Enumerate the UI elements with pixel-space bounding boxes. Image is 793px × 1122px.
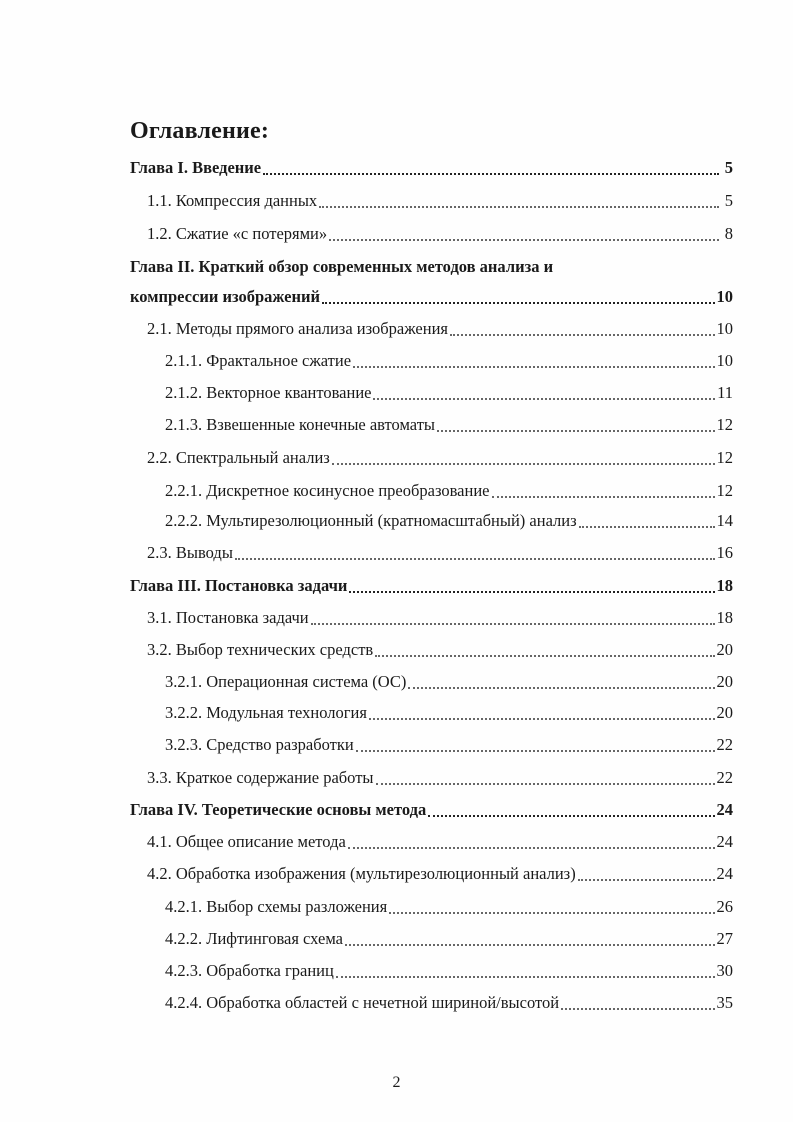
- toc-entry-page: 24: [716, 864, 733, 883]
- toc-section-entry: [165, 508, 733, 534]
- toc-entry-page: 20: [716, 640, 733, 659]
- toc-chapter-entry: [130, 254, 733, 280]
- toc-entry-label: 2.2. Спектральный анализ: [147, 448, 330, 467]
- toc-chapter-entry: [130, 155, 733, 181]
- toc-dot-leader: [375, 655, 714, 657]
- toc-entry-label: 3.1. Постановка задачи: [147, 608, 309, 627]
- toc-dot-leader: [263, 173, 719, 175]
- toc-chapter-entry: [130, 284, 733, 310]
- toc-entry-label: 4.2.3. Обработка границ: [165, 961, 334, 980]
- toc-entry-page: 18: [716, 576, 733, 595]
- toc-entry-page: 22: [716, 768, 733, 787]
- toc-entry-label: 2.2.2. Мультирезолюционный (кратномасштабный) анализ: [165, 511, 577, 530]
- toc-entry-label: 3.2.3. Средство разработки: [165, 735, 354, 754]
- toc-entry-label: 4.2.2. Лифтинговая схема: [165, 929, 343, 948]
- toc-entry-page: 12: [716, 448, 733, 467]
- toc-section-entry: [165, 669, 733, 695]
- toc-dot-leader: [428, 815, 714, 817]
- toc-entry-label: 2.2.1. Дискретное косинусное преобразование: [165, 481, 490, 500]
- toc-dot-leader: [353, 366, 714, 368]
- toc-entry-label: 1.2. Сжатие «с потерями»: [147, 224, 328, 243]
- toc-dot-leader: [450, 334, 715, 336]
- toc-entry-label: Глава I. Введение: [130, 158, 262, 177]
- toc-dot-leader: [492, 496, 715, 498]
- toc-section-entry: [147, 221, 733, 247]
- toc-section-entry: [165, 958, 733, 984]
- toc-section-entry: [147, 765, 733, 791]
- toc-entry-label: 3.3. Краткое содержание работы: [147, 768, 374, 787]
- toc-entry-page: 10: [716, 351, 733, 370]
- toc-dot-leader: [349, 591, 714, 593]
- toc-entry-label: 3.2. Выбор технических средств: [147, 640, 374, 659]
- toc-entry-label: 1.1. Компрессия данных: [147, 191, 318, 210]
- toc-entry-page: 5: [724, 158, 733, 177]
- toc-entry-page: 11: [717, 383, 733, 402]
- toc-entry-label: 4.2.1. Выбор схемы разложения: [165, 897, 388, 916]
- toc-dot-leader: [578, 879, 715, 881]
- toc-section-entry: [147, 605, 733, 631]
- toc-entry-page: 12: [716, 415, 733, 434]
- toc-section-entry: [165, 732, 733, 758]
- toc-entry-page: 10: [716, 319, 733, 338]
- toc-section-entry: [147, 829, 733, 855]
- toc-chapter-entry: [130, 797, 733, 823]
- toc-entry-page: 27: [716, 929, 733, 948]
- toc-section-entry: [147, 861, 733, 887]
- toc-dot-leader: [329, 239, 719, 241]
- toc-section-entry: [165, 412, 733, 438]
- toc-section-entry: [147, 637, 733, 663]
- toc-entry-page: 10: [716, 287, 733, 306]
- toc-entry-label: Глава III. Постановка задачи: [130, 576, 348, 595]
- toc-dot-leader: [348, 847, 715, 849]
- toc-entry-label: 2.1.3. Взвешенные конечные автоматы: [165, 415, 436, 434]
- toc-entry-page: 24: [716, 832, 733, 851]
- toc-section-entry: [165, 380, 733, 406]
- toc-entry-label: 4.1. Общее описание метода: [147, 832, 346, 851]
- toc-entry-label: 4.2. Обработка изображения (мультирезолюционный анализ): [147, 864, 576, 883]
- toc-dot-leader: [437, 430, 714, 432]
- toc-dot-leader: [376, 783, 715, 785]
- toc-entry-label: Глава IV. Теоретические основы метода: [130, 800, 427, 819]
- toc-entry-label: 4.2.4. Обработка областей с нечетной шириной/высотой: [165, 993, 560, 1012]
- toc-dot-leader: [369, 718, 715, 720]
- toc-dot-leader: [235, 558, 715, 560]
- toc-entry-label: 2.1. Методы прямого анализа изображения: [147, 319, 448, 338]
- toc-entry-label: 3.2.2. Модульная технология: [165, 703, 367, 722]
- toc-dot-leader: [373, 398, 715, 400]
- toc-entry-page: 26: [716, 897, 733, 916]
- toc-entry-label: Глава II. Краткий обзор современных методов анализа и: [130, 257, 554, 276]
- toc-dot-leader: [336, 976, 715, 978]
- toc-dot-leader: [408, 687, 714, 689]
- page-number: 2: [392, 1074, 401, 1091]
- toc-dot-leader: [579, 526, 715, 528]
- toc-section-entry: [165, 478, 733, 504]
- toc-section-entry: [147, 188, 733, 214]
- toc-dot-leader: [389, 912, 714, 914]
- toc-section-entry: [147, 445, 733, 471]
- toc-entry-page: 8: [724, 224, 733, 243]
- toc-chapter-entry: [130, 573, 733, 599]
- toc-entry-label: 2.1.2. Векторное квантование: [165, 383, 372, 402]
- toc-entry-page: 14: [716, 511, 733, 530]
- toc-section-entry: [165, 348, 733, 374]
- toc-entry-page: 22: [716, 735, 733, 754]
- toc-dot-leader: [311, 623, 715, 625]
- toc-dot-leader: [356, 750, 715, 752]
- toc-entry-label: 2.1.1. Фрактальное сжатие: [165, 351, 352, 370]
- toc-dot-leader: [332, 463, 715, 465]
- toc-title: Оглавление:: [130, 118, 270, 144]
- toc-entry-page: 5: [724, 191, 733, 210]
- toc-section-entry: [165, 990, 733, 1016]
- toc-entry-page: 24: [716, 800, 733, 819]
- toc-dot-leader: [561, 1008, 714, 1010]
- toc-entry-page: 16: [716, 543, 733, 562]
- toc-section-entry: [147, 316, 733, 342]
- toc-entry-label: 2.3. Выводы: [147, 543, 233, 562]
- toc-entry-label: компрессии изображений: [130, 287, 321, 306]
- toc-dot-leader: [345, 944, 715, 946]
- toc-entry-page: 20: [716, 703, 733, 722]
- toc-dot-leader: [322, 302, 714, 304]
- toc-section-entry: [165, 894, 733, 920]
- toc-entry-page: 18: [716, 608, 733, 627]
- toc-section-entry: [165, 926, 733, 952]
- toc-entry-page: 35: [716, 993, 733, 1012]
- toc-entry-page: 30: [716, 961, 733, 980]
- toc-entry-page: 20: [716, 672, 733, 691]
- toc-section-entry: [147, 540, 733, 566]
- toc-entry-page: 12: [716, 481, 733, 500]
- toc-dot-leader: [319, 206, 719, 208]
- toc-section-entry: [165, 700, 733, 726]
- toc-entry-label: 3.2.1. Операционная система (ОС): [165, 672, 407, 691]
